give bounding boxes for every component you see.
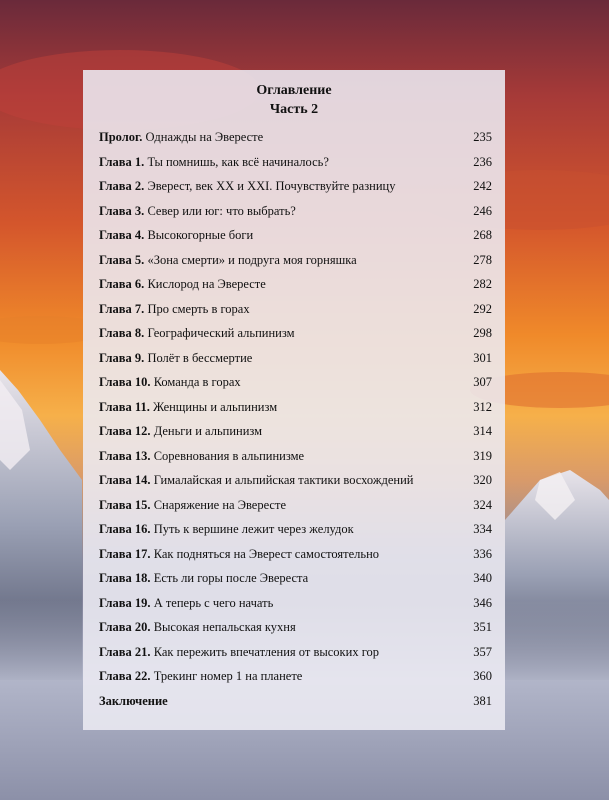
toc-entry-title	[99, 694, 168, 709]
chapter-label: Глава 8.	[99, 326, 145, 340]
page-number: 301	[473, 350, 492, 365]
page-number: 320	[473, 473, 492, 487]
chapter-label: Глава 2.	[99, 179, 145, 193]
chapter-label: Глава 20.	[99, 620, 151, 634]
chapter-name: Как подняться на Эверест самостоятельно	[153, 546, 380, 561]
page-number: 357	[473, 644, 492, 659]
toc-entry[interactable]	[99, 571, 492, 596]
chapter-name: Гималайская и альпийская тактики восхождений	[153, 473, 414, 487]
toc-entry[interactable]	[99, 130, 492, 155]
chapter-name: Север или юг: что выбрать?	[147, 203, 296, 218]
chapter-name: «Зона смерти» и подруга моя горняшка	[147, 252, 357, 267]
toc-heading: Оглавление	[256, 83, 332, 98]
chapter-label: Глава 6.	[99, 277, 145, 291]
chapter-label: Глава 3.	[99, 203, 145, 218]
toc-entry-title	[99, 130, 263, 145]
chapter-label: Глава 13.	[99, 448, 151, 463]
toc-entry-title	[99, 473, 413, 488]
toc-entry[interactable]	[99, 400, 492, 425]
page-number: 236	[473, 154, 492, 169]
chapter-name: Про смерть в горах	[147, 301, 250, 316]
page-number: 292	[473, 301, 492, 316]
toc-entry-title	[99, 326, 295, 341]
toc-entry-title	[99, 179, 395, 194]
toc-entry-title	[99, 228, 253, 243]
chapter-name: Однажды на Эвересте	[145, 130, 264, 144]
chapter-label: Глава 18.	[99, 571, 151, 585]
chapter-name: Соревнования в альпинизме	[153, 448, 305, 463]
chapter-name: Эверест, век XX и XXI. Почувствуйте разницу	[147, 179, 396, 193]
page-number: 334	[473, 522, 492, 536]
chapter-name: А теперь с чего начать	[153, 595, 274, 610]
toc-entry-title	[99, 596, 273, 611]
chapter-label: Глава 5.	[99, 252, 145, 267]
page-number: 340	[473, 571, 492, 585]
toc-entry-title	[99, 375, 241, 390]
chapter-label: Глава 14.	[99, 473, 151, 487]
toc-entry[interactable]	[99, 522, 492, 547]
chapter-name: Снаряжение на Эвересте	[153, 497, 286, 512]
toc-entry-title	[99, 204, 296, 219]
chapter-name: Деньги и альпинизм	[153, 424, 263, 438]
toc-entry[interactable]	[99, 375, 492, 400]
page-number: 235	[473, 130, 492, 144]
toc-entry[interactable]	[99, 449, 492, 474]
toc-entry-title	[99, 277, 266, 292]
toc-entry-title	[99, 522, 354, 537]
chapter-name: Путь к вершине лежит через желудок	[153, 522, 354, 536]
page-number: 307	[473, 375, 492, 389]
page-number: 336	[473, 546, 492, 561]
toc-entry[interactable]	[99, 694, 492, 719]
toc-entry-title	[99, 620, 296, 635]
page-number: 246	[473, 203, 492, 218]
page-number: 360	[473, 669, 492, 683]
toc-entry-title	[99, 498, 286, 513]
toc-entry[interactable]	[99, 351, 492, 376]
chapter-name: Женщины и альпинизм	[153, 399, 278, 414]
toc-entry[interactable]	[99, 669, 492, 694]
page-number: 242	[473, 179, 492, 193]
toc-entry-title	[99, 424, 262, 439]
page-number: 346	[473, 595, 492, 610]
toc-entry-title	[99, 571, 308, 586]
toc-entry-title	[99, 351, 252, 366]
chapter-label: Глава 4.	[99, 228, 145, 242]
chapter-label: Глава 1.	[99, 154, 145, 169]
chapter-label: Глава 17.	[99, 546, 151, 561]
toc-entry-title	[99, 449, 304, 464]
page-number: 351	[473, 620, 492, 634]
toc-entry[interactable]	[99, 326, 492, 351]
toc-entry-title	[99, 155, 329, 170]
toc-entry-title	[99, 547, 379, 562]
chapter-label: Глава 21.	[99, 644, 151, 659]
toc-entry[interactable]	[99, 424, 492, 449]
chapter-name: Высокая непальская кухня	[153, 620, 296, 634]
page-number: 268	[473, 228, 492, 242]
toc-entry[interactable]	[99, 277, 492, 302]
page-number: 319	[473, 448, 492, 463]
chapter-label: Глава 22.	[99, 669, 151, 683]
chapter-label: Глава 11.	[99, 399, 150, 414]
page-number: 282	[473, 277, 492, 291]
table-of-contents-panel	[83, 70, 505, 730]
page-number: 381	[473, 693, 492, 708]
page-number: 324	[473, 497, 492, 512]
toc-entry-title	[99, 669, 302, 684]
toc-entry[interactable]	[99, 498, 492, 523]
toc-list	[99, 130, 492, 718]
toc-entry[interactable]	[99, 179, 492, 204]
chapter-name: Высокогорные боги	[147, 228, 254, 242]
chapter-label: Глава 9.	[99, 350, 145, 365]
page-number: 278	[473, 252, 492, 267]
chapter-label: Глава 16.	[99, 522, 151, 536]
toc-entry[interactable]	[99, 620, 492, 645]
chapter-name: Есть ли горы после Эвереста	[153, 571, 309, 585]
chapter-name: Ты помнишь, как всё начиналось?	[147, 154, 329, 169]
chapter-label: Глава 10.	[99, 375, 151, 389]
toc-entry[interactable]	[99, 645, 492, 670]
chapter-label: Глава 12.	[99, 424, 151, 438]
toc-entry[interactable]	[99, 596, 492, 621]
chapter-label: Глава 7.	[99, 301, 145, 316]
chapter-label: Глава 19.	[99, 595, 151, 610]
chapter-label: Пролог.	[99, 130, 143, 144]
toc-entry[interactable]	[99, 253, 492, 278]
chapter-label: Глава 15.	[99, 497, 151, 512]
page-number: 312	[473, 399, 492, 414]
toc-entry-title	[99, 645, 379, 660]
page-number: 298	[473, 326, 492, 340]
toc-entry[interactable]	[99, 228, 492, 253]
toc-subheading: Часть 2	[269, 102, 319, 117]
chapter-name: Трекинг номер 1 на планете	[153, 669, 303, 683]
toc-entry-title	[99, 302, 250, 317]
chapter-name: Как пережить впечатления от высоких гор	[153, 644, 380, 659]
chapter-name: Полёт в бессмертие	[147, 350, 253, 365]
chapter-name: Команда в горах	[153, 375, 241, 389]
chapter-label: Заключение	[99, 693, 168, 708]
toc-entry[interactable]	[99, 155, 492, 180]
toc-entry-title	[99, 253, 357, 268]
chapter-name: Кислород на Эвересте	[147, 277, 266, 291]
toc-entry[interactable]	[99, 473, 492, 498]
toc-entry[interactable]	[99, 547, 492, 572]
toc-entry[interactable]	[99, 302, 492, 327]
page-number: 314	[473, 424, 492, 438]
toc-entry[interactable]	[99, 204, 492, 229]
chapter-name: Географический альпинизм	[147, 326, 295, 340]
toc-entry-title	[99, 400, 277, 415]
